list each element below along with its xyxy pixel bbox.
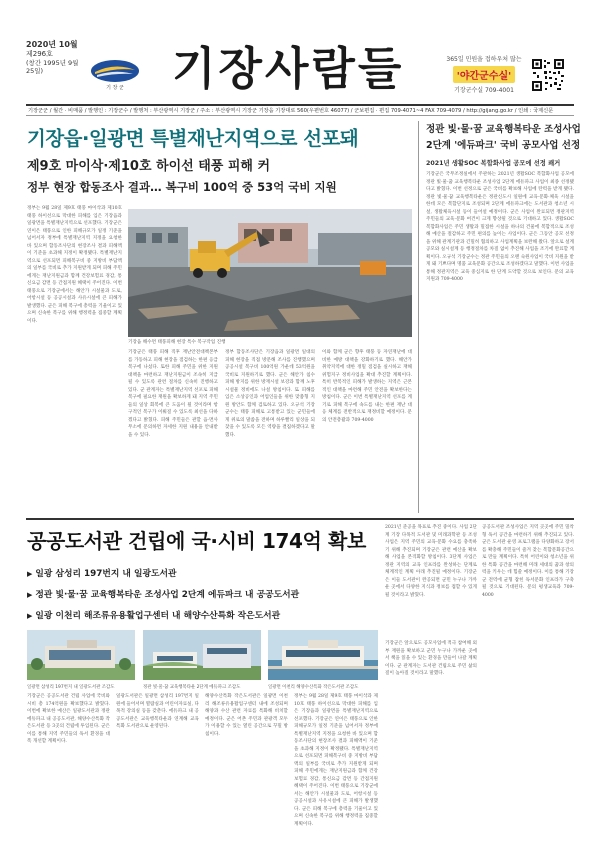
library-headline: 공공도서관 건립에 국·시비 174억 확보	[27, 529, 366, 553]
night-office-promo	[440, 56, 528, 94]
county-emblem-icon	[88, 58, 142, 84]
bullet-text: 정관 빛·물·꿈 교육행복타운 조성사업 2단계 에듀파크 내 공공도서관	[35, 590, 300, 600]
triangle-bullet-icon: ▶	[27, 612, 33, 620]
qr-code-icon[interactable]	[531, 58, 565, 92]
library-bullet-3	[27, 608, 377, 621]
triangle-bullet-icon: ▶	[27, 570, 33, 578]
photo-caption-1: 일광면 삼성리 197번지 내 일광도서관 조감도	[27, 685, 115, 690]
library-body-column-2: 일광도서관은 일광면 삼성리 197번지 일원에 들어서며 열람실과 어린이자료실, 다목적 강의실 등을 갖춘다. 에듀파크 내 공공도서관은 교육행복타운과 연계해 교육 특화 도서관으로 운영된다.	[116, 694, 199, 729]
lead-body-column-4: 이와 함께 군은 향후 태풍 등 자연재난에 대비한 예방 대책을 강화하기로 했다. 해안가 취약지역에 대한 정밀 점검을 실시하고 재해위험지구 정비사업을 확대 추진할 계획이다. 특히 반복적인 피해가 발생하는 지역은 근본적인 대책을 마련해 주민 안전을 확보한다는 방침이다. 군은 이번 특별재난지역 선포를 계기로 피해 복구에 속도를 내는 한편 재난 대응 체계를 전반적으로 재정비할 예정이다. 문의 안전총괄과 709-4000	[322, 350, 412, 423]
column-divider	[418, 121, 419, 513]
library-bullet-1	[27, 566, 377, 579]
section-divider	[26, 518, 574, 520]
library-body-column-3: 해양수산특화 작은도서관은 일광면 이천리 해조류유용활업구센터 내에 조성되며 해양과 수산 관련 자료를 특화해 비치할 예정이다. 군은 어촌 주민과 관광객 모두가 이용할 수 있는 열린 공간으로 꾸밀 방침이다.	[205, 694, 288, 737]
marine-library-rendering	[268, 630, 378, 680]
side-body: 기장군은 국무조정실에서 주관하는 2021년 생활SOC 복합화사업 공모에 정관 빛·물·꿈 교육행복타운 조성사업 2단계 에듀파크 사업이 최종 선정됐다고 밝혔다. 이번 선정으로 군은 국비를 확보해 사업에 탄력을 받게 됐다. 정관 빛·물·꿈 교육행복타운은 정관신도시 일원에 교육·문화·체육 시설을 한데 모은 복합단지로 조성되며 2단계 에듀파크에는 도서관과 청소년 시설, 생활체육시설 등이 들어설 예정이다. 군은 사업이 완료되면 정관지역 주민들의 교육·문화 여건이 크게 향상될 것으로 기대하고 있다. 생활SOC 복합화사업은 주민 생활과 밀접한 시설을 하나의 건물에 복합적으로 조성해 예산을 절감하고 주민 편의를 높이는 사업이다. 군은 그동안 공모 선정을 위해 관계기관과 긴밀히 협의하고 사업계획을 보완해 왔다. 앞으로 설계 공모와 실시설계 등 행정절차를 차질 없이 추진해 사업을 조기에 완료할 계획이다. 오규석 기장군수는 정관 주민들의 오랜 숙원사업이 국비 지원을 받게 돼 기쁘다며 명품 교육문화 공간으로 조성하겠다고 말했다. 이번 사업을 통해 정관지역은 교육 중심지로 한 단계 도약할 것으로 보인다. 문의 교육지원과 709-4000	[426, 172, 574, 282]
bullet-text: 일광 이천리 해조류유용활업구센터 내 해양수산특화 작은도서관	[35, 611, 281, 621]
photo-caption-2: 정관 빛·물·꿈 교육행복타운 2단계 에듀파크 조감도	[143, 685, 241, 690]
typhoon-damage-photo	[128, 209, 412, 337]
logo-caption: 기 장 군	[106, 85, 124, 91]
lead-body-column-3: 정부 합동조사단은 기장읍과 일광면 일대의 피해 현장을 직접 방문해 조사를 진행했으며 공공시설 복구비 100억원 가운데 53억원을 국비로 지원하기로 했다. 군은 해안가 침수 피해 방지를 위한 방재시설 보강과 함께 노후 시설물 정비에도 나설 방침이다. 또 피해를 입은 소상공인과 어업인들을 위한 맞춤형 지원 방안도 함께 검토하고 있다. 오규석 기장군수는 태풍 피해로 고통받고 있는 군민들에게 위로의 말씀을 전하며 하루빨리 일상을 되찾을 수 있도록 모든 역량을 결집하겠다고 말했다.	[225, 350, 315, 438]
lead-subheadline-1: 제9호 마이삭·제10호 하이선 태풍 피해 커	[27, 159, 271, 174]
promo-phone: 기장군수실 709-4001	[454, 86, 514, 94]
lead-subheadline-2: 정부 현장 합동조사 결과… 복구비 100억 중 53억 국비 지원	[27, 180, 337, 194]
issue-date: 2020년 10월	[26, 40, 78, 49]
newspaper-title: 기장사람들	[172, 42, 405, 95]
library-side-column-3: 기장군은 앞으로도 공모사업에 적극 참여해 외부 재원을 확보하고 군민 누구나 가까운 곳에서 책을 읽을 수 있는 환경을 만들어 나갈 계획이다. 군 관계자는 도서관 건립으로 주민 삶의 질이 높아질 것이라고 말했다.	[385, 641, 477, 676]
masthead	[0, 0, 600, 97]
county-logo	[88, 58, 142, 90]
lead-headline: 기장읍·일광면 특별재난지역으로 선포돼	[27, 127, 359, 150]
side-headline-1: 정관 빛·물·꿈 교육행복타운 조성사업	[426, 124, 581, 135]
edupark-library-rendering	[143, 630, 261, 680]
library-side-column-2: 공공도서관 조성사업은 지역 곳곳에 주민 밀착형 독서 공간을 마련하기 위해 추진되고 있다. 군은 도서관 운영 프로그램을 다양화하고 장서를 확충해 주민들이 즐겨 찾는 복합문화공간으로 만들 계획이다. 특히 어린이와 청소년을 위한 특화 공간을 마련해 미래 세대의 꿈과 창의력을 키우는 데 힘쓸 예정이다. 이를 통해 기장군 전역에 균형 잡힌 독서문화 인프라가 구축될 것으로 기대된다. 문의 평생교육과 709-4000	[482, 525, 574, 598]
library-body-column-4: 정부는 9월 28일 제9호 태풍 마이삭과 제10호 태풍 하이선으로 막대한 피해를 입은 기장읍과 일광면을 특별재난지역으로 선포했다. 기장군은 연이은 태풍으로 인한 피해규모가 일정 기준을 넘어서자 정부에 특별재난지역 지정을 요청한 바 있으며 합동조사단의 현장조사 결과 피해액이 기준을 초과해 지정이 확정됐다. 특별재난지역으로 선포되면 피해복구비 중 지방비 부담액의 일부를 국비로 추가 지원받게 되며 피해 주민에게는 재난지원금과 함께 건강보험료 경감, 통신요금 감면 등 간접지원 혜택이 주어진다. 이번 태풍으로 기장군에서는 해안가 시설물과 도로, 어항시설 등 공공시설과 사유시설에 큰 피해가 발생했다. 군은 피해 복구에 총력을 기울이고 있으며 신속한 복구를 위해 행정력을 집중할 계획이다.	[294, 694, 378, 827]
lead-photo-caption: 기장읍 해수면 태풍피해 현장 특수 복구작업 진행	[128, 340, 226, 345]
publication-info-line: 기장군군 / 월간 · 비매품 / 발행인 : 기장군수 / 발행처 : 부산광역시 기장군 / 주소 : 부산광역시 기장군 기장읍 기장대로 560(우편번호 46077) / 군보편집 · 편집 709-4071~4 FAX 709-4079 / http://gijang.go.kr / 인쇄 : 국제신문	[26, 104, 574, 116]
promo-badge: '야간군수실'	[453, 66, 515, 83]
photo-caption-3: 일광면 이천리 해양수산특화 작은도서관 조감도	[268, 685, 359, 690]
lead-body-column-2: 기장군은 태풍 피해 직후 재난안전대책본부를 가동하고 피해 현장을 점검하는 한편 응급복구에 나섰다. 또한 피해 주민을 위한 지원 대책을 마련하고 재난지원금이 조속히 지급될 수 있도록 관련 절차를 신속히 진행하고 있다. 군 관계자는 특별재난지역 선포로 피해 복구에 필요한 재원을 확보하게 돼 지역 주민들의 일상 회복에 큰 도움이 될 것이라며 항구적인 복구가 이뤄질 수 있도록 최선을 다하겠다고 밝혔다. 피해 주민들은 관할 읍·면사무소에 문의하면 자세한 지원 내용을 안내받을 수 있다.	[128, 350, 218, 438]
side-subheadline: 2021년 생활SOC 복합화사업 공모에 선정 쾌거	[426, 160, 561, 167]
library-body-column-1: 기장군은 공공도서관 건립 사업에 국비와 시비 총 174억원을 확보했다고 밝혔다. 이번에 확보한 예산은 일광도서관과 정관 에듀파크 내 공공도서관, 해양수산특화 작은도서관 등 3곳의 건립에 투입된다. 군은 이를 통해 지역 주민들의 독서 환경을 대폭 개선할 계획이다.	[27, 694, 110, 744]
issue-number: 제296호	[26, 50, 53, 58]
side-headline-2: 2단계 '에듀파크' 국비 공모사업 선정	[426, 140, 581, 151]
library-side-column-1: 2021년 준공을 목표로 추진 중이다. 사업 2단계 기장 다목적 도서관 및 미래과학관 등 조성사업은 지역 주민의 교육·문화 수요를 충족하기 위해 추진되며 기장군은 관련 예산을 확보해 사업을 본격화할 방침이다. 3단계 사업은 정관 지역의 교육 인프라를 완성하는 단계로 체계적인 계획 아래 추진될 예정이다. 기장군은 이들 도서관이 완공되면 군민 누구나 가까운 곳에서 다양한 지식과 정보를 접할 수 있게 될 것이라고 밝혔다.	[385, 525, 477, 598]
bullet-text: 일광 삼성리 197번지 내 일광도서관	[35, 569, 177, 579]
promo-line-1: 365일 민원을 접하우처 많는	[446, 56, 522, 63]
triangle-bullet-icon: ▶	[27, 591, 33, 599]
ilgwang-library-rendering	[27, 630, 135, 680]
issue-info	[26, 40, 86, 75]
lead-body-column-1: 정부는 9월 28일 제9호 태풍 마이삭과 제10호 태풍 하이선으로 막대한 피해를 입은 기장읍과 일광면을 특별재난지역으로 선포했다. 기장군은 연이은 태풍으로 인한 피해규모가 일정 기준을 넘어서자 정부에 특별재난지역 지정을 요청한 바 있으며 합동조사단의 현장조사 결과 피해액이 기준을 초과해 지정이 확정됐다. 특별재난지역으로 선포되면 피해복구비 중 지방비 부담액의 일부를 국비로 추가 지원받게 되며 피해 주민에게는 재난지원금과 함께 건강보험료 경감, 통신요금 감면 등 간접지원 혜택이 주어진다. 이번 태풍으로 기장군에서는 해안가 시설물과 도로, 어항시설 등 공공시설과 사유시설에 큰 피해가 발생했다. 군은 피해 복구에 총력을 기울이고 있으며 신속한 복구를 위해 행정력을 집중할 계획이다.	[27, 206, 122, 324]
founded-date: (창간 1995년 9월 25일)	[26, 58, 79, 75]
library-bullet-2	[27, 587, 377, 600]
